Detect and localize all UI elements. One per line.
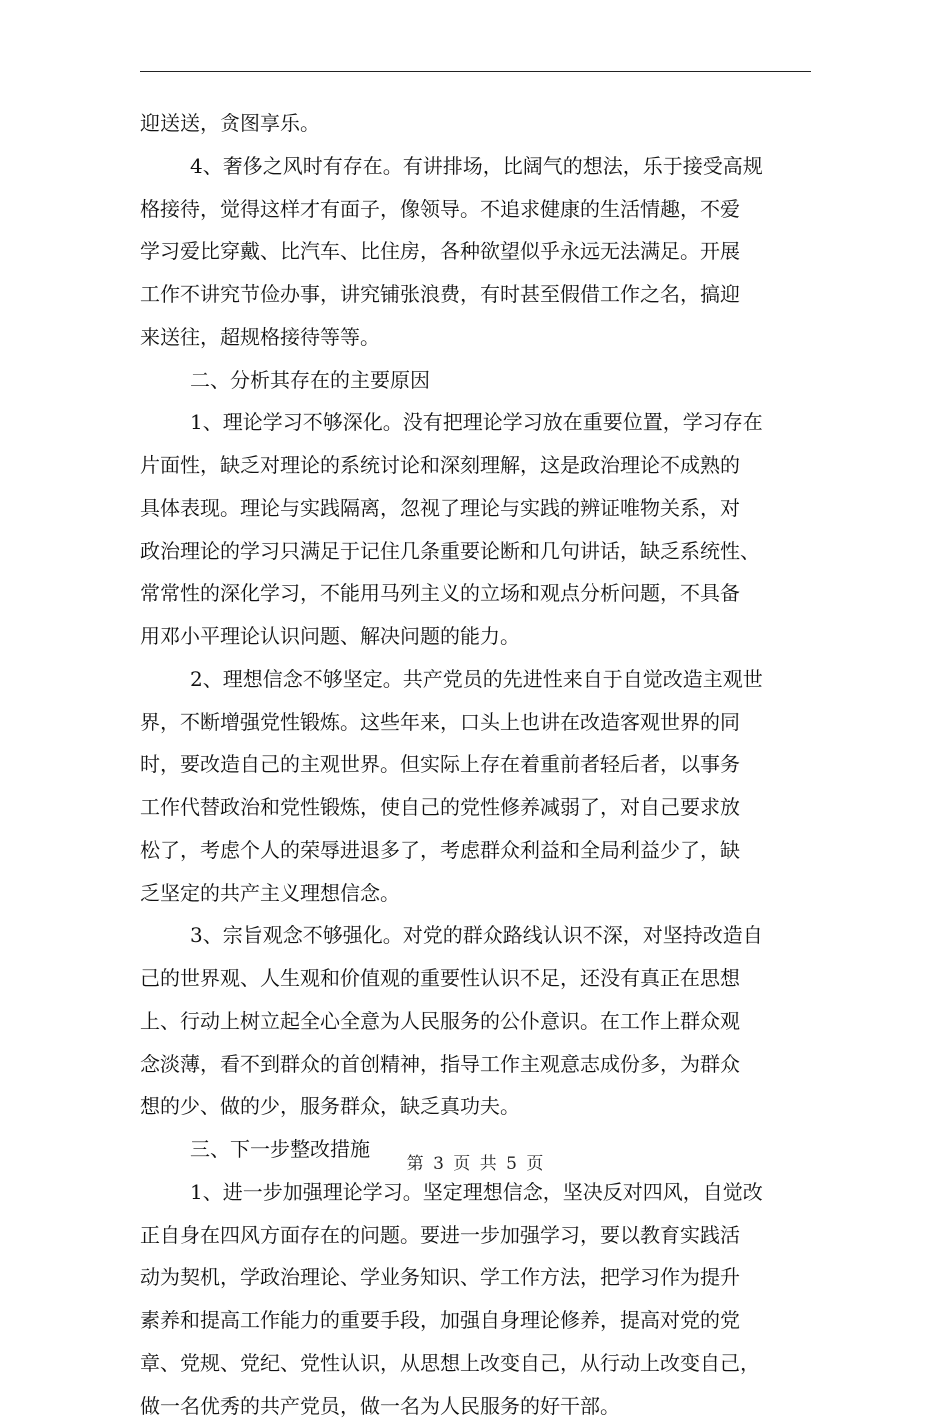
header-rule xyxy=(140,71,811,72)
text-line: 2、理想信念不够坚定。共产党员的先进性来自于自觉改造主观世 xyxy=(140,658,811,701)
text-line: 迎送送，贪图享乐。 xyxy=(140,102,811,145)
text-line: 想的少、做的少，服务群众，缺乏真功夫。 xyxy=(140,1085,811,1128)
section-heading: 三、下一步整改措施 xyxy=(140,1128,811,1171)
text-line: 章、党规、党纪、党性认识，从思想上改变自己，从行动上改变自己， xyxy=(140,1342,811,1385)
text-line: 工作代替政治和党性锻炼，使自己的党性修养减弱了，对自己要求放 xyxy=(140,786,811,829)
text-line: 格接待，觉得这样才有面子，像领导。不追求健康的生活情趣，不爱 xyxy=(140,188,811,231)
text-line: 具体表现。理论与实践隔离，忽视了理论与实践的辨证唯物关系，对 xyxy=(140,487,811,530)
text-line: 工作不讲究节俭办事，讲究铺张浪费，有时甚至假借工作之名，搞迎 xyxy=(140,273,811,316)
text-line: 念淡薄，看不到群众的首创精神，指导工作主观意志成份多，为群众 xyxy=(140,1043,811,1086)
text-line: 政治理论的学习只满足于记住几条重要论断和几句讲话，缺乏系统性、 xyxy=(140,530,811,573)
text-line: 片面性，缺乏对理论的系统讨论和深刻理解，这是政治理论不成熟的 xyxy=(140,444,811,487)
text-line: 用邓小平理论认识问题、解决问题的能力。 xyxy=(140,615,811,658)
text-line: 己的世界观、人生观和价值观的重要性认识不足，还没有真正在思想 xyxy=(140,957,811,1000)
text-line: 做一名优秀的共产党员，做一名为人民服务的好干部。 xyxy=(140,1385,811,1427)
section-heading: 二、分析其存在的主要原因 xyxy=(140,359,811,402)
text-line: 学习爱比穿戴、比汽车、比住房，各种欲望似乎永远无法满足。开展 xyxy=(140,230,811,273)
text-line: 素养和提高工作能力的重要手段，加强自身理论修养，提高对党的党 xyxy=(140,1299,811,1342)
text-line: 常常性的深化学习，不能用马列主义的立场和观点分析问题，不具备 xyxy=(140,572,811,615)
text-line: 松了，考虑个人的荣辱进退多了，考虑群众利益和全局利益少了，缺 xyxy=(140,829,811,872)
text-line: 1、理论学习不够深化。没有把理论学习放在重要位置，学习存在 xyxy=(140,401,811,444)
text-line: 动为契机，学政治理论、学业务知识、学工作方法，把学习作为提升 xyxy=(140,1256,811,1299)
text-line: 1、进一步加强理论学习。坚定理想信念，坚决反对四风，自觉改 xyxy=(140,1171,811,1214)
text-line: 上、行动上树立起全心全意为人民服务的公仆意识。在工作上群众观 xyxy=(140,1000,811,1043)
text-line: 界，不断增强党性锻炼。这些年来，口头上也讲在改造客观世界的同 xyxy=(140,701,811,744)
text-line: 乏坚定的共产主义理想信念。 xyxy=(140,872,811,915)
text-line: 3、宗旨观念不够强化。对党的群众路线认识不深，对坚持改造自 xyxy=(140,914,811,957)
text-line: 来送往，超规格接待等等。 xyxy=(140,316,811,359)
document-body xyxy=(140,102,811,1427)
text-line: 时，要改造自己的主观世界。但实际上存在着重前者轻后者，以事务 xyxy=(140,743,811,786)
text-line: 4、奢侈之风时有存在。有讲排场，比阔气的想法，乐于接受高规 xyxy=(140,145,811,188)
text-line: 正自身在四风方面存在的问题。要进一步加强学习，要以教育实践活 xyxy=(140,1214,811,1257)
page-number: 第 3 页 共 5 页 xyxy=(0,1150,950,1178)
